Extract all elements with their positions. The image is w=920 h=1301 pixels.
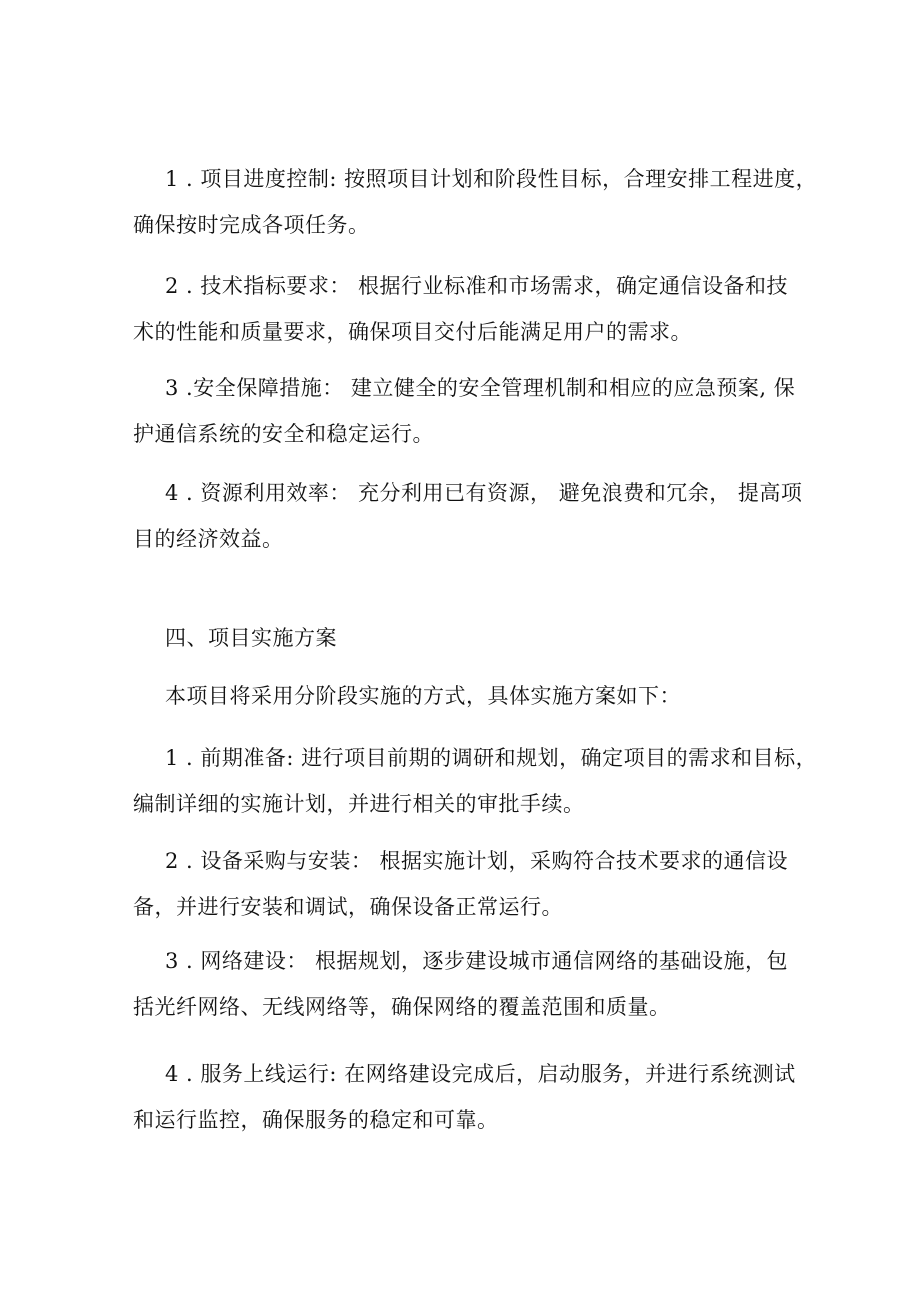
item-line-1: 3 .安全保障措施： 建立健全的安全管理机制和相应的应急预案, 保 — [165, 376, 796, 400]
item-line-1: 1 . 前期准备: 进行项目前期的调研和规划，确定项目的需求和目标， — [165, 746, 818, 770]
item-line-2: 目的经济效益。 — [133, 527, 284, 551]
item-line-1: 2 . 设备采购与安装： 根据实施计划，采购符合技术要求的通信设 — [165, 849, 789, 873]
item-line-1: 4 . 资源利用效率： 充分利用已有资源， 避免浪费和冗余， 提高项 — [165, 481, 803, 505]
item-line-1: 1 . 项目进度控制: 按照项目计划和阶段性目标，合理安排工程进度， — [165, 167, 818, 191]
item-line-2: 确保按时完成各项任务。 — [133, 213, 370, 237]
item-line-2: 和运行监控，确保服务的稳定和可靠。 — [133, 1108, 499, 1132]
section4-intro: 本项目将采用分阶段实施的方式，具体实施方案如下： — [165, 684, 681, 708]
section4-item-2 — [133, 838, 789, 930]
section4-item-1 — [133, 735, 818, 827]
item-line-2: 括光纤网络、无线网络等，确保网络的覆盖范围和质量。 — [133, 995, 671, 1019]
item-line-2: 护通信系统的安全和稳定运行。 — [133, 422, 434, 446]
section3-item-3 — [133, 365, 796, 457]
item-line-2: 备，并进行安装和调试，确保设备正常运行。 — [133, 895, 563, 919]
section4-heading: 四、项目实施方案 — [165, 626, 337, 650]
section3-item-4 — [133, 470, 803, 562]
item-line-1: 4 . 服务上线运行: 在网络建设完成后，启动服务，并进行系统测试 — [165, 1062, 796, 1086]
section4-item-3 — [133, 938, 789, 1030]
section3-item-2 — [133, 263, 789, 355]
item-line-1: 2 . 技术指标要求： 根据行业标准和市场需求，确定通信设备和技 — [165, 274, 789, 298]
item-line-1: 3 . 网络建设： 根据规划，逐步建设城市通信网络的基础设施，包 — [165, 949, 789, 973]
item-line-2: 编制详细的实施计划，并进行相关的审批手续。 — [133, 792, 585, 816]
section4-item-4 — [133, 1051, 796, 1143]
item-line-2: 术的性能和质量要求，确保项目交付后能满足用户的需求。 — [133, 320, 692, 344]
section3-item-1 — [133, 156, 818, 248]
